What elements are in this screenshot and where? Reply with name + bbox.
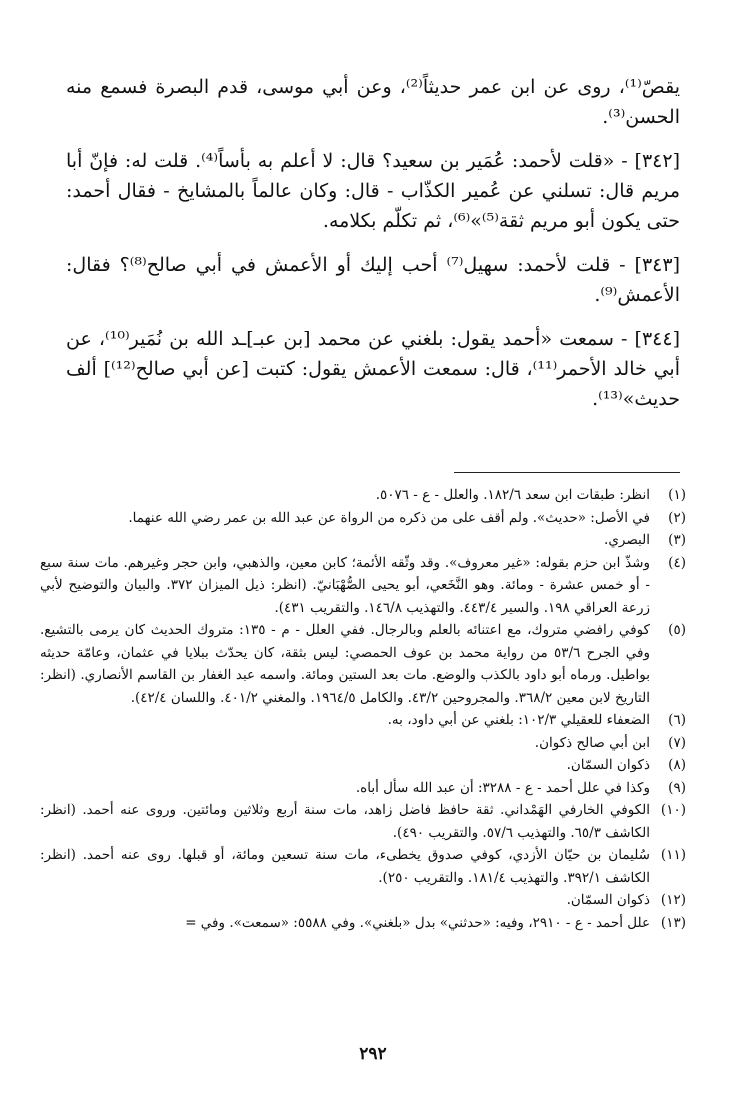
footnote-number: (١٠) [660,802,686,818]
footnote-number: (٩) [668,779,686,796]
footnote-number: (٢) [668,509,686,526]
footnote [40,709,686,732]
footnote [40,912,686,935]
footnote-text: في الأصل: «حديث». ولم أقف على من ذكره من الرواة عن عبد الله بن عمر رضي الله عنهما. [128,509,650,526]
footnote-number: (٥) [668,622,686,638]
footnote-text: انظر: طبقات ابن سعد ١٨٢/٦. والعلل - ع - ٥٠٧٦. [375,487,650,503]
footnote-text: ابن أبي صالح ذكوان. [534,734,650,751]
footnote-text: ذكوان السمّان. [566,757,650,773]
footnote-number: (٧) [668,734,686,751]
footnote [40,619,686,709]
footnote [40,754,686,777]
footnote-divider [454,472,680,473]
footnote-text: ذكوان السمّان. [566,892,650,908]
footnote-text: الكوفي الخارفي الهَمْداني. ثقة حافظ فاضل زاهد، مات سنة أربع وثلاثين ومائتين. وروى عنه أحمد. (انظر: الكاشف ٦٥/٣. والتهذيب ٥٧/٦. والتقريب ٤٩٠). [40,802,650,841]
footnote-text: البصري. [604,532,650,548]
footnote-number: (١٢) [660,892,686,908]
paragraph-intro: يقصّ⁽¹⁾، روى عن ابن عمر حديثاً⁽²⁾، وعن أبي موسى، قدم البصرة فسمع منه الحسن⁽³⁾. [66,76,680,128]
footnote [40,507,686,530]
paragraph-343: [٣٤٣] - قلت لأحمد: سهيل⁽⁷⁾ أحب إليك أو الأعمش في أبي صالح⁽⁸⁾؟ فقال: الأعمش⁽⁹⁾. [66,254,680,306]
footnote [40,799,686,844]
footnote-text: كوفي رافضي متروك، مع اعتنائه بالعلم وبالرجال. ففي العلل - م - ١٣٥: متروك الحديث كان يرمى بالتشيع. وفي الجرح ٥٣/٦ من رواية محمد بن عوف الحمصي: ليس بثقة، كان يحدّث ببلايا في عثمان، وعامّة حديثه بواطيل. ورماه أبو داود بالكذب والوضع. مات بعد الستين ومائة. واسمه عبد الغفار بن القاسم الأنصاري. (انظر: التاريخ لابن معين ٣٦٨/٢. والمجروحين ٤٣/٢. والكامل ١٩٦٤/٥. والمغني ٤٠١/٢. واللسان ٤٢/٤). [40,622,650,706]
footnote-number: (٦) [668,712,686,728]
footnote-number: (٨) [668,757,686,773]
footnote-text: الضعفاء للعقيلي ١٠٢/٣: بلغني عن أبي داود، به. [387,712,650,728]
footnote-number: (١١) [660,847,686,863]
paragraph-344: [٣٤٤] - سمعت «أحمد يقول: بلغني عن محمد [بن عبـ]ـد الله بن نُمَير⁽¹⁰⁾، عن أبي خالد الأحمر⁽¹¹⁾، قال: سمعت الأعمش يقول: كتبت [عن أبي صالح⁽¹²⁾] ألف حديث»⁽¹³⁾. [66,328,680,410]
footnote [40,777,686,800]
footnote-number: (٣) [668,532,686,548]
footnote [40,484,686,507]
footnotes [40,484,686,934]
footnote [40,844,686,889]
footnote [40,889,686,912]
footnote-text: وشذّ ابن حزم بقوله: «غير معروف». وقد وثّقه الأئمة؛ كابن معين، والذهبي، وابن حجر وغيرهم. مات سنة سبع - أو خمس عشرة - ومائة. وهو النَّخَعي، أبو يحيى الصُّهْبَانيّ. (انظر: ذيل الميزان ٣٧٢. والبيان والتوضيح لأبي زرعة العراقي ١٩٨. والسير ٤٤٣/٤. والتهذيب ١٤٦/٨. والتقريب ٤٣١). [40,554,650,616]
page-number: ٢٩٢ [359,1044,387,1064]
footnote-number: (٤) [668,554,686,571]
footnote-number: (١٣) [660,914,686,931]
footnote-text: سُليمان بن حيّان الأزدي، كوفي صدوق يخطىء، مات سنة تسعين ومائة، أو قبلها. روى عنه أحمد. (انظر: الكاشف ٣٩٢/١. والتهذيب ١٨١/٤. والتقريب ٢٥٠). [40,847,650,886]
footnote-text: وكذا في علل أحمد - ع - ٣٢٨٨: أن عبد الله سأل أباه. [355,779,650,796]
paragraph-342: [٣٤٢] - «قلت لأحمد: عُمَير بن سعيد؟ قال: لا أعلم به بأساً⁽⁴⁾. قلت له: فإنّ أبا مريم قال: تسلني عن عُمير الكذّاب - قال: وكان عالماً بالمشايخ - فقال أحمد: حتى يكون أبو مريم ثقة⁽⁵⁾»⁽⁶⁾، ثم تكلّم بكلامه. [66,150,681,232]
main-text [66,72,680,428]
footnote [40,732,686,755]
footnote [40,552,686,620]
footnote-text: علل أحمد - ع - ٢٩١٠، وفيه: «حدثني» بدل «بلغني». وفي ٥٥٨٨: «سمعت». وفي = [185,914,650,931]
footnote [40,529,686,552]
footnote-number: (١) [668,487,686,503]
